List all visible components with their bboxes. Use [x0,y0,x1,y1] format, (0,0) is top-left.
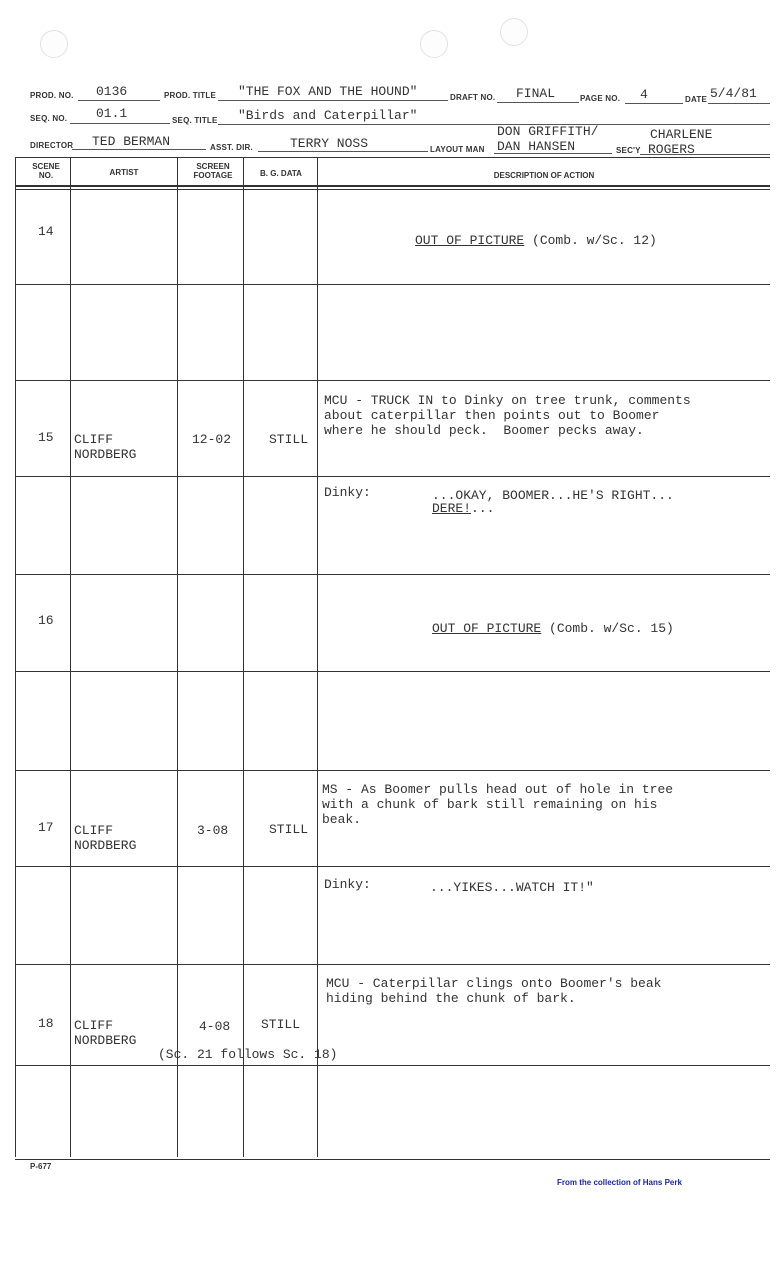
scene-15-bg-data: STILL [269,432,309,447]
draft-no-value: FINAL [516,86,556,101]
scene-15-dialog-line2: DERE!... [432,501,495,516]
prod-no-label: PROD. NO. [30,91,74,100]
scene-17-description-line2: with a chunk of bark still remaining on his [322,797,658,812]
scene-17-footage: 3-08 [197,823,229,838]
layout-man-value-line1: DON GRIFFITH/ [497,124,599,139]
seq-no-value: 01.1 [96,106,128,121]
col-artist: ARTIST [109,168,139,177]
date-label: DATE [685,95,707,104]
prod-no-value: 0136 [96,84,128,99]
seq-title-value: "Birds and Caterpillar" [238,108,418,123]
secy-label: SEC'Y [616,146,641,155]
date-value: 5/4/81 [710,86,757,101]
scene-17-bg-data: STILL [269,822,309,837]
asst-dir-label: ASST. DIR. [210,143,253,152]
scene-18-description-line1: MCU - Caterpillar clings onto Boomer's beak [326,976,662,991]
draft-no-label: DRAFT NO. [450,93,496,102]
scene-17-number: 17 [38,820,54,835]
scene-16-description: OUT OF PICTURE (Comb. w/Sc. 15) [432,621,674,636]
form-code: P-677 [30,1162,52,1171]
scene-18-sequence-note: (Sc. 21 follows Sc. 18) [158,1047,338,1062]
scene-15-description-line1: MCU - TRUCK IN to Dinky on tree trunk, comments [324,393,691,408]
scene-17-artist-line2: NORDBERG [74,838,137,853]
seq-title-label: SEQ. TITLE [172,116,218,125]
seq-no-label: SEQ. NO. [30,114,68,123]
scene-15-number: 15 [38,430,54,445]
page-no-value: 4 [640,87,648,102]
scene-17-artist-line1: CLIFF [74,823,114,838]
page-no-label: PAGE NO. [580,94,621,103]
scene-15-description-line2: about caterpillar then points out to Boomer [324,408,660,423]
binder-hole-middle [420,30,448,58]
scene-17-description-line1: MS - As Boomer pulls head out of hole in tree [322,782,674,797]
scene-15-artist-line1: CLIFF [74,432,114,447]
binder-hole-right [500,18,528,46]
layout-man-value-line2: DAN HANSEN [497,139,576,154]
scene-18-bg-data: STILL [261,1017,301,1032]
col-screen-footage: SCREEN FOOTAGE [193,162,233,180]
scene-18-footage: 4-08 [199,1019,231,1034]
col-scene-no: SCENE NO. [32,162,60,180]
scene-17-dialog-line1: ...YIKES...WATCH IT!" [430,880,594,895]
scene-15-artist-line2: NORDBERG [74,447,137,462]
secy-value-line2: ROGERS [648,142,695,157]
secy-value-line1: CHARLENE [650,127,713,142]
scene-15-description-line3: where he should peck. Boomer pecks away. [324,423,644,438]
scene-15-dialog-speaker: Dinky: [324,485,371,500]
scene-14-description: OUT OF PICTURE (Comb. w/Sc. 12) [415,233,657,248]
scene-17-description-line3: beak. [322,812,362,827]
scene-18-description-line2: hiding behind the chunk of bark. [326,991,576,1006]
scene-15-dialog-line1: ...OKAY, BOOMER...HE'S RIGHT... [432,488,674,503]
director-label: DIRECTOR [30,141,74,150]
scene-16-number: 16 [38,613,54,628]
binder-hole-left [40,30,68,58]
scene-14-number: 14 [38,224,54,239]
layout-man-label: LAYOUT MAN [430,145,485,154]
asst-dir-value: TERRY NOSS [290,136,369,151]
collection-credit: From the collection of Hans Perk [557,1178,682,1187]
scene-15-footage: 12-02 [192,432,232,447]
scene-17-dialog-speaker: Dinky: [324,877,371,892]
scene-18-artist-line1: CLIFF [74,1018,114,1033]
prod-title-value: "THE FOX AND THE HOUND" [238,84,418,99]
prod-title-label: PROD. TITLE [164,91,216,100]
col-bg-data: B. G. DATA [260,169,302,178]
col-description: DESCRIPTION OF ACTION [493,171,595,180]
scene-18-artist-line2: NORDBERG [74,1033,137,1048]
scene-18-number: 18 [38,1016,54,1031]
director-value: TED BERMAN [92,134,171,149]
